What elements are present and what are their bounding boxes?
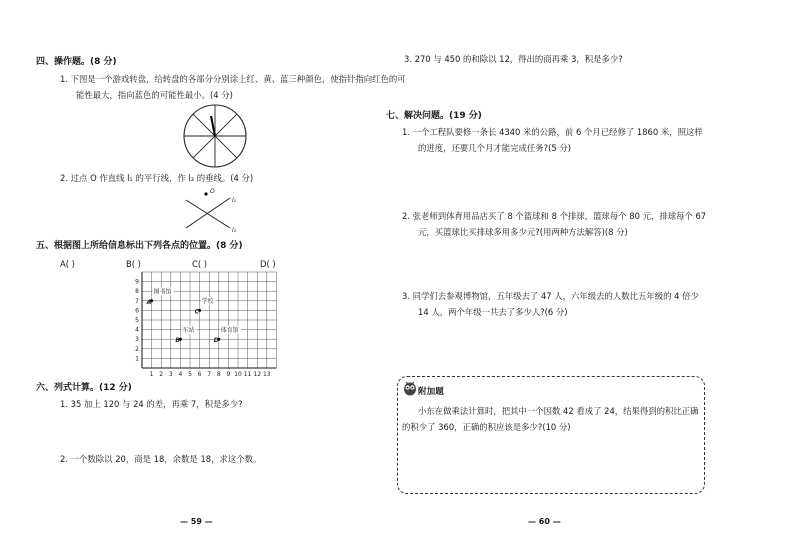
section6-heading: 六、列式计算。(12 分)	[36, 383, 132, 393]
x-tick-label: 9	[226, 371, 231, 378]
x-tick-label: 8	[216, 371, 221, 378]
bonus-line1: 小东在做乘法计算时，把其中一个因数 42 看成了 24，结果得到的积比正确	[418, 406, 699, 416]
section4-q2: 2. 过点 O 作直线 l₁ 的平行线，作 l₂ 的垂线。(4 分)	[60, 173, 254, 183]
section6-q1: 1. 35 加上 120 与 24 的差，再乘 7，积是多少?	[60, 399, 243, 409]
x-tick-label: 1	[149, 371, 154, 378]
y-tick-label: 3	[135, 336, 139, 344]
section7-q1-line1: 1. 一个工程队要修一条长 4340 米的公路，前 6 个月已经修了 1860 米，照这样	[402, 127, 703, 137]
answer-c: C( )	[192, 259, 208, 269]
point-o-label: O	[210, 188, 215, 195]
y-tick-label: 7	[135, 297, 139, 305]
point-o-dot	[204, 192, 207, 195]
section7-q3-line1: 3. 同学们去参观博物馆，五年级去了 47 人，六年级去的人数比五年级的 4 倍少	[402, 291, 699, 301]
section6-q2: 2. 一个数除以 20，商是 18，余数是 18，求这个数。	[60, 454, 262, 464]
coordinate-grid	[130, 272, 280, 384]
section7-q3-line2: 14 人，两个年级一共去了多少人?(6 分)	[418, 307, 568, 317]
section7-heading: 七、解决问题。(19 分)	[386, 111, 482, 121]
line-l2-label: l₂	[232, 227, 237, 234]
y-tick-label: 2	[135, 345, 139, 353]
x-tick-label: 2	[159, 371, 164, 378]
line-l1-label: l₁	[232, 197, 237, 204]
y-tick-label: 1	[135, 355, 139, 363]
bonus-title: 附加题	[418, 387, 444, 397]
answer-d: D( )	[260, 259, 276, 269]
x-tick-label: 13	[262, 371, 271, 378]
x-tick-label: 12	[253, 371, 262, 378]
x-tick-label: 4	[178, 371, 183, 378]
x-tick-label: 3	[168, 371, 173, 378]
x-tick-label: 5	[188, 371, 192, 378]
x-tick-label: 6	[197, 371, 202, 378]
bonus-line2: 的积少了 360，正确的积应该是多少?(10 分)	[402, 422, 571, 432]
grid-point-label: A	[146, 298, 152, 306]
section4-q1-line2: 能性最大，指向蓝色的可能性最小。(4 分)	[76, 90, 233, 100]
place-label: 体育馆	[220, 326, 239, 334]
spinner-wheel	[182, 103, 248, 169]
y-tick-label: 8	[135, 288, 139, 296]
y-tick-label: 4	[135, 326, 139, 334]
y-tick-label: 9	[135, 278, 139, 286]
place-label: 学校	[201, 298, 214, 305]
answer-b: B( )	[126, 259, 141, 269]
section4-q1-line1: 1. 下图是一个游戏转盘，给转盘的各部分分别涂上红、黄、蓝三种颜色，使指针指向红色的可	[60, 74, 406, 84]
x-tick-label: 10	[234, 371, 242, 378]
line-diagram	[182, 186, 252, 234]
page-number-left: — 59 —	[180, 517, 213, 526]
section4-heading: 四、操作题。(8 分)	[36, 57, 117, 67]
q3-line: 3. 270 与 450 的和除以 12，得出的商再乘 3，积是多少?	[404, 54, 623, 64]
y-tick-label: 6	[135, 307, 139, 315]
section7-q2-line1: 2. 张老师到体育用品店买了 8 个篮球和 8 个排球，篮球每个 80 元，排球每个 67	[402, 211, 707, 221]
page-number-right: — 60 —	[528, 517, 561, 526]
section5-heading: 五、根据图上所给信息标出下列各点的位置。(8 分)	[36, 241, 243, 251]
x-tick-label: 11	[243, 371, 252, 378]
grid-point-label: C	[194, 308, 200, 316]
grid-point-label: D	[213, 337, 219, 345]
place-label: 车站	[182, 326, 195, 334]
x-tick-label: 7	[207, 371, 212, 378]
section7-q1-line2: 的进度，还要几个月才能完成任务?(5 分)	[418, 143, 571, 153]
mascot-icon	[403, 380, 417, 396]
answer-a: A( )	[60, 259, 75, 269]
place-label: 图书馆	[153, 288, 172, 296]
y-tick-label: 5	[135, 317, 139, 324]
grid-point-label: B	[175, 337, 180, 345]
section7-q2-line2: 元，买篮球比买排球多用多少元?(用两种方法解答)(8 分)	[418, 227, 628, 237]
